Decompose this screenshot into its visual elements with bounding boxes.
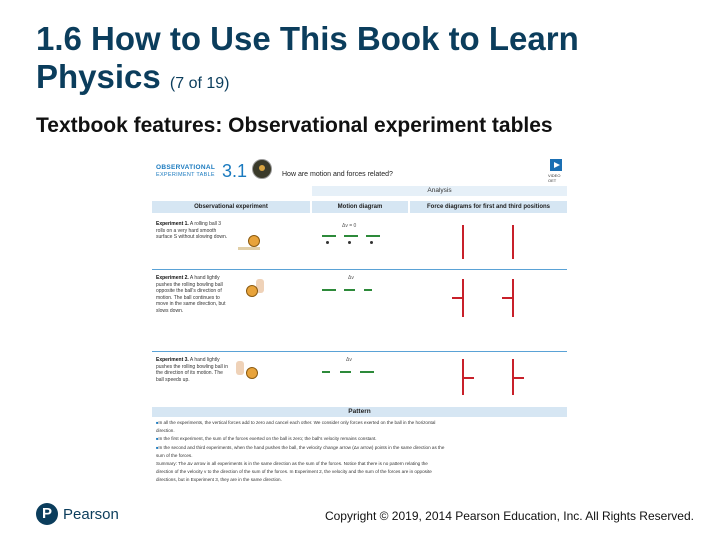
velocity-arrow-icon bbox=[366, 235, 380, 237]
column-header-motion: Motion diagram bbox=[312, 201, 408, 213]
force-diagram-2b bbox=[512, 279, 514, 317]
velocity-arrow-icon bbox=[322, 235, 336, 237]
position-dot bbox=[348, 241, 351, 244]
video-label: VIDEO OET bbox=[548, 173, 561, 183]
pearson-logo-icon: P bbox=[36, 503, 58, 525]
velocity-arrow-icon bbox=[360, 371, 374, 373]
analysis-header: Analysis bbox=[312, 186, 567, 196]
figure-header bbox=[152, 155, 567, 185]
row-divider bbox=[152, 269, 567, 270]
figure-question: How are motion and forces related? bbox=[282, 171, 393, 178]
slide-subtitle: Textbook features: Observational experiment tables bbox=[36, 114, 553, 137]
force-arrow bbox=[514, 377, 524, 379]
bowling-ball-icon bbox=[246, 367, 258, 379]
video-play-icon[interactable] bbox=[550, 159, 562, 171]
bowling-ball-icon bbox=[248, 235, 260, 247]
experiment-3-text bbox=[156, 357, 228, 383]
pattern-line: direction. bbox=[156, 428, 175, 434]
bowling-ball-icon bbox=[252, 159, 272, 179]
experiment-1-title: Experiment 1. bbox=[156, 221, 189, 227]
pattern-line: ■ In all the experiments, the vertical forces add to zero and cancel each other. We consider only forces exerted on the ball in the horizontal bbox=[156, 419, 561, 427]
force-arrow bbox=[452, 297, 462, 299]
motion-label-3: Δv bbox=[346, 357, 352, 363]
column-header-experiment: Observational experiment bbox=[152, 201, 310, 213]
experiment-row-1 bbox=[152, 217, 567, 269]
position-dot bbox=[370, 241, 373, 244]
experiment-row-3 bbox=[152, 353, 567, 407]
motion-label-2: Δv bbox=[348, 275, 354, 281]
velocity-arrow-icon bbox=[364, 289, 372, 291]
force-arrow bbox=[502, 297, 512, 299]
slide-title-main: 1.6 How to Use This Book to Learn Physics bbox=[36, 20, 579, 95]
velocity-arrow-icon bbox=[344, 289, 355, 291]
pattern-line: ■ In the first experiment, the sum of the forces exerted on the ball is zero; the ball's velocity remains constant. bbox=[156, 435, 561, 443]
pattern-line: direction of the velocity v to the direction of the sum of the forces. In Experiment 2, the velocity and the sum of the forces are in opposite bbox=[156, 469, 432, 475]
experiment-2-text bbox=[156, 275, 228, 314]
experiment-1-text bbox=[156, 221, 228, 241]
pattern-line: sum of the forces. bbox=[156, 452, 193, 458]
experiment-1-description: A rolling ball 3 rolls on a very hard smooth surface S without slowing down. bbox=[156, 221, 228, 240]
position-dot bbox=[326, 241, 329, 244]
velocity-arrow-icon bbox=[322, 289, 336, 291]
pattern-line: Summary: The Δv arrow in all experiments is in the same direction as the sum of the forces. Notice that there is no pattern relating the bbox=[156, 461, 428, 467]
experiment-3-description: A hand lightly pushes the rolling bowling ball in the direction of its motion. The ball speeds up. bbox=[156, 357, 228, 383]
pattern-line: directions, but in Experiment 3, they are in the same direction. bbox=[156, 477, 282, 483]
figure-number: 3.1 bbox=[222, 161, 248, 181]
bowling-ball-icon bbox=[246, 285, 258, 297]
motion-label-1: Δv = 0 bbox=[342, 223, 357, 229]
pattern-line: ■ In the second and third experiments, when the hand pushes the ball, the velocity change arrow (Δv arrow) points in the same direction as the bbox=[156, 444, 561, 452]
experiment-3-title: Experiment 3. bbox=[156, 357, 189, 363]
velocity-arrow-icon bbox=[344, 235, 358, 237]
force-diagram-1b bbox=[512, 225, 514, 259]
pearson-logo-text: Pearson bbox=[63, 505, 119, 523]
copyright-notice: Copyright © 2019, 2014 Pearson Education, Inc. All Rights Reserved. bbox=[324, 509, 694, 523]
textbook-figure bbox=[152, 155, 567, 492]
slide-title-counter: (7 of 19) bbox=[169, 75, 230, 92]
pattern-header: Pattern bbox=[152, 407, 567, 417]
pearson-logo bbox=[36, 503, 119, 525]
force-arrow bbox=[464, 377, 474, 379]
row-divider bbox=[152, 351, 567, 352]
pattern-text bbox=[156, 419, 561, 485]
force-diagram-2a bbox=[462, 279, 464, 317]
column-header-forces: Force diagrams for first and third positions bbox=[410, 201, 567, 213]
experiment-2-description: A hand lightly pushes the rolling bowling ball opposite the ball's direction of motion. The ball continues to move in the same direction, but slows down. bbox=[156, 275, 226, 314]
velocity-arrow-icon bbox=[340, 371, 351, 373]
figure-label-line2: EXPERIMENT TABLE bbox=[156, 172, 215, 178]
force-diagram-1a bbox=[462, 225, 464, 259]
figure-label-line1: OBSERVATIONAL bbox=[156, 164, 216, 171]
slide-title bbox=[36, 20, 686, 103]
experiment-2-title: Experiment 2. bbox=[156, 275, 189, 281]
hand-icon bbox=[236, 361, 244, 375]
hard-surface-icon bbox=[238, 247, 260, 250]
experiment-row-2 bbox=[152, 271, 567, 351]
velocity-arrow-icon bbox=[322, 371, 330, 373]
